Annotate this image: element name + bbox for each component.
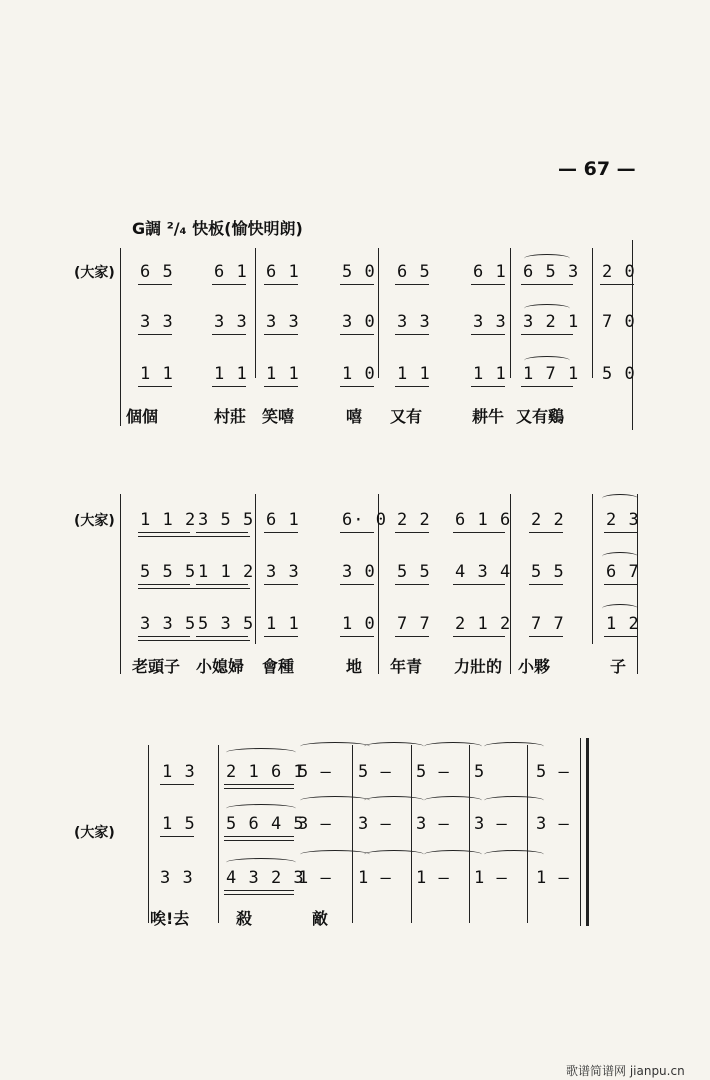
lyric: 會種 bbox=[262, 657, 295, 676]
note-group: 6 1 bbox=[266, 510, 300, 530]
note-group: 6 1 bbox=[473, 262, 507, 282]
beam bbox=[471, 284, 505, 285]
note-group: 5 — bbox=[298, 762, 332, 782]
lyric: 老頭子 bbox=[132, 657, 181, 676]
lyric: 嘻 bbox=[346, 407, 363, 426]
note-group: 1 1 bbox=[140, 364, 174, 384]
note-group: 1 1 bbox=[473, 364, 507, 384]
beam bbox=[160, 836, 194, 837]
note-group: 1 1 bbox=[214, 364, 248, 384]
note-group: 6 7 bbox=[606, 562, 640, 582]
beam bbox=[471, 386, 505, 387]
tie-arc bbox=[424, 796, 482, 805]
note-group: 6 1 6 bbox=[455, 510, 512, 530]
tie-arc bbox=[602, 604, 638, 613]
beam bbox=[395, 636, 429, 637]
barline bbox=[255, 494, 256, 644]
tie-arc bbox=[484, 796, 544, 805]
tie-arc bbox=[424, 742, 482, 751]
tie-arc bbox=[364, 796, 424, 805]
lyric: 子 bbox=[610, 657, 627, 676]
watermark: 歌谱简谱网 jianpu.cn bbox=[566, 1064, 685, 1078]
beam bbox=[212, 334, 246, 335]
beam bbox=[340, 636, 374, 637]
tie-arc bbox=[524, 254, 570, 263]
tie-arc bbox=[524, 304, 570, 313]
beam bbox=[138, 536, 250, 537]
beam bbox=[395, 334, 429, 335]
note-group: 6 1 bbox=[214, 262, 248, 282]
beam bbox=[340, 334, 374, 335]
final-barline bbox=[580, 738, 581, 926]
lyric: 小媳婦 bbox=[196, 657, 245, 676]
note-group: 1 0 bbox=[342, 614, 376, 634]
beam bbox=[453, 636, 505, 637]
note-group: 3 — bbox=[416, 814, 450, 834]
barline bbox=[148, 745, 149, 923]
note-group: 2 3 bbox=[606, 510, 640, 530]
lyric: 小夥 bbox=[518, 657, 551, 676]
tie-arc bbox=[602, 552, 638, 561]
note-group: 6· 0 bbox=[342, 510, 387, 530]
lyric: 個個 bbox=[126, 407, 159, 426]
barline bbox=[120, 248, 121, 426]
note-group: 2 2 bbox=[397, 510, 431, 530]
note-group: 6 1 bbox=[266, 262, 300, 282]
barline bbox=[592, 248, 593, 378]
beam bbox=[264, 636, 298, 637]
beam bbox=[212, 284, 246, 285]
beam bbox=[224, 840, 294, 841]
beam bbox=[224, 836, 294, 837]
note-group: 2 1 6 1 bbox=[226, 762, 305, 782]
key-tempo-header: G調 ²/₄ 快板(愉快明朗) bbox=[132, 219, 303, 238]
barline bbox=[120, 494, 121, 674]
note-group: 5 — bbox=[416, 762, 450, 782]
note-group: 3 0 bbox=[342, 562, 376, 582]
part-label: (大家) bbox=[74, 825, 115, 841]
tie-arc bbox=[484, 742, 544, 751]
lyric: 笑嘻 bbox=[262, 407, 295, 426]
note-group: 3 3 bbox=[140, 312, 174, 332]
note-group: 5 — bbox=[358, 762, 392, 782]
note-group: 1 2 bbox=[606, 614, 640, 634]
lyric: 力壯的 bbox=[454, 657, 503, 676]
note-group: 1 1 bbox=[397, 364, 431, 384]
note-group: 3 3 bbox=[160, 868, 194, 888]
note-group: 3 3 bbox=[266, 562, 300, 582]
beam bbox=[138, 636, 190, 637]
note-group: 2 1 2 bbox=[455, 614, 512, 634]
beam bbox=[224, 894, 294, 895]
tie-arc bbox=[226, 748, 296, 757]
note-group: 5 0 bbox=[602, 364, 636, 384]
beam bbox=[395, 584, 429, 585]
tie-arc bbox=[484, 850, 544, 859]
beam bbox=[600, 284, 634, 285]
beam bbox=[224, 788, 294, 789]
note-group: 3 — bbox=[298, 814, 332, 834]
note-group: 1 1 2 bbox=[198, 562, 255, 582]
note-group: 3 0 bbox=[342, 312, 376, 332]
tie-arc bbox=[424, 850, 482, 859]
tie-arc bbox=[226, 858, 296, 867]
beam bbox=[138, 584, 190, 585]
beam bbox=[264, 532, 298, 533]
note-group: 2 2 bbox=[531, 510, 565, 530]
beam bbox=[138, 532, 190, 533]
note-group: 3 3 bbox=[266, 312, 300, 332]
page-number: — 67 — bbox=[558, 158, 636, 180]
tie-arc bbox=[524, 356, 570, 365]
beam bbox=[521, 334, 573, 335]
note-group: 5 3 5 bbox=[198, 614, 255, 634]
part-label: (大家) bbox=[74, 513, 115, 529]
barline bbox=[218, 745, 219, 923]
beam bbox=[264, 334, 298, 335]
note-group: 1 7 1 bbox=[523, 364, 580, 384]
beam bbox=[264, 284, 298, 285]
note-group: 3 — bbox=[474, 814, 508, 834]
note-group: 5 5 bbox=[397, 562, 431, 582]
beam bbox=[340, 386, 374, 387]
tie-arc bbox=[300, 850, 370, 859]
beam bbox=[395, 284, 429, 285]
barline bbox=[592, 494, 593, 644]
note-group: 1 1 bbox=[266, 364, 300, 384]
note-group: 3 3 5 bbox=[140, 614, 197, 634]
beam bbox=[604, 532, 638, 533]
note-group: 1 1 bbox=[266, 614, 300, 634]
barline bbox=[411, 745, 412, 923]
note-group: 6 5 bbox=[397, 262, 431, 282]
beam bbox=[196, 532, 248, 533]
note-group: 5 5 bbox=[531, 562, 565, 582]
beam bbox=[264, 584, 298, 585]
beam bbox=[521, 386, 573, 387]
note-group: 3 3 bbox=[397, 312, 431, 332]
note-group: 5 bbox=[474, 762, 486, 782]
beam bbox=[138, 386, 172, 387]
barline bbox=[378, 248, 379, 378]
note-group: 3 3 bbox=[473, 312, 507, 332]
beam bbox=[453, 532, 505, 533]
note-group: 5 — bbox=[536, 762, 570, 782]
tie-arc bbox=[364, 742, 424, 751]
note-group: 1 1 2 bbox=[140, 510, 197, 530]
beam bbox=[471, 334, 505, 335]
barline bbox=[255, 248, 256, 378]
lyric: 唉!去 bbox=[150, 909, 190, 928]
barline bbox=[352, 745, 353, 923]
beam bbox=[224, 784, 294, 785]
note-group: 1 — bbox=[536, 868, 570, 888]
lyric: 耕牛 bbox=[472, 407, 505, 426]
tie-arc bbox=[226, 804, 296, 813]
beam bbox=[529, 584, 563, 585]
note-group: 6 5 3 bbox=[523, 262, 580, 282]
note-group: 1 0 bbox=[342, 364, 376, 384]
note-group: 5 6 4 5 bbox=[226, 814, 305, 834]
beam bbox=[138, 640, 250, 641]
note-group: 7 7 bbox=[397, 614, 431, 634]
beam bbox=[160, 784, 194, 785]
beam bbox=[212, 386, 246, 387]
note-group: 1 — bbox=[358, 868, 392, 888]
beam bbox=[196, 636, 248, 637]
note-group: 3 3 bbox=[214, 312, 248, 332]
tie-arc bbox=[364, 850, 424, 859]
note-group: 1 — bbox=[474, 868, 508, 888]
note-group: 7 0 bbox=[602, 312, 636, 332]
barline bbox=[510, 248, 511, 378]
beam bbox=[395, 532, 429, 533]
part-label: (大家) bbox=[74, 265, 115, 281]
note-group: 1 — bbox=[416, 868, 450, 888]
tie-arc bbox=[300, 796, 370, 805]
note-group: 1 — bbox=[298, 868, 332, 888]
lyric: 敵 bbox=[312, 909, 329, 928]
note-group: 3 5 5 bbox=[198, 510, 255, 530]
note-group: 3 2 1 bbox=[523, 312, 580, 332]
beam bbox=[453, 584, 505, 585]
beam bbox=[340, 284, 374, 285]
note-group: 5 0 bbox=[342, 262, 376, 282]
beam bbox=[196, 584, 248, 585]
note-group: 1 5 bbox=[162, 814, 196, 834]
barline bbox=[527, 745, 528, 923]
beam bbox=[604, 584, 638, 585]
beam bbox=[138, 588, 250, 589]
note-group: 3 — bbox=[358, 814, 392, 834]
beam bbox=[604, 636, 638, 637]
note-group: 6 5 bbox=[140, 262, 174, 282]
note-group: 3 — bbox=[536, 814, 570, 834]
lyric: 殺 bbox=[236, 909, 253, 928]
beam bbox=[529, 636, 563, 637]
note-group: 5 5 5 bbox=[140, 562, 197, 582]
lyric: 又有鷄 bbox=[516, 407, 565, 426]
lyric: 村莊 bbox=[214, 407, 247, 426]
beam bbox=[138, 334, 172, 335]
beam bbox=[224, 890, 294, 891]
tie-arc bbox=[300, 742, 370, 751]
beam bbox=[264, 386, 298, 387]
note-group: 7 7 bbox=[531, 614, 565, 634]
final-barline bbox=[586, 738, 589, 926]
beam bbox=[521, 284, 573, 285]
beam bbox=[340, 584, 374, 585]
barline bbox=[469, 745, 470, 923]
note-group: 4 3 4 bbox=[455, 562, 512, 582]
note-group: 1 3 bbox=[162, 762, 196, 782]
lyric: 又有 bbox=[390, 407, 423, 426]
beam bbox=[138, 284, 172, 285]
tie-arc bbox=[602, 494, 638, 503]
beam bbox=[340, 532, 374, 533]
lyric: 年青 bbox=[390, 657, 423, 676]
beam bbox=[529, 532, 563, 533]
beam bbox=[395, 386, 429, 387]
note-group: 4 3 2 3 bbox=[226, 868, 305, 888]
note-group: 2 0 bbox=[602, 262, 636, 282]
lyric: 地 bbox=[346, 657, 363, 676]
